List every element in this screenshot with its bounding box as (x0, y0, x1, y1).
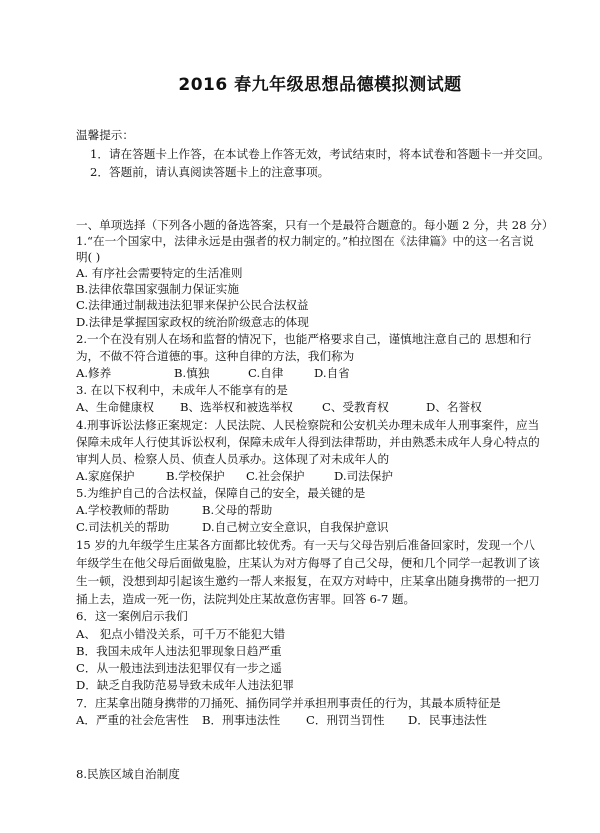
q4-option-c: C.社会保护 (246, 469, 305, 483)
notice-item-1: 1．请在答题卡上作答，在本试卷上作答无效，考试结束时，将本试卷和答题卡一并交回。 (90, 147, 550, 161)
q3-option-c: C、受教育权 (322, 400, 389, 414)
q2-option-d: D.自省 (314, 366, 350, 380)
q6-option-c: C．从一般违法到违法犯罪仅有一步之遥 (76, 661, 282, 675)
q3-options-row (76, 399, 536, 415)
q3-stem: 3. 在以下权利中，未成年人不能享有的是 (76, 383, 288, 397)
q2-option-c: C.自律 (248, 366, 284, 380)
q6-option-b: B．我国未成年人违法犯罪现象日趋严重 (76, 644, 282, 658)
q5-options-row-1 (76, 502, 536, 518)
q2-option-a: A.修养 (76, 366, 112, 380)
passage-line-4: 捅上去，造成一死一伤，法院判处庄某故意伤害罪。回答 6-7 题。 (76, 592, 416, 606)
q6-option-a: A、 犯点小错没关系，可千万不能犯大错 (76, 627, 286, 641)
q4-option-a: A.家庭保护 (76, 469, 135, 483)
section-heading: 一、单项选择（下列各小题的备选答案，只有一个是最符合题意的。每小题 2 分，共 28 分） (76, 218, 554, 232)
q3-option-d: D、名誉权 (426, 400, 482, 414)
q7-option-c: C．刑罚当罚性 (306, 713, 385, 727)
q4-stem-line-1: 4.刑事诉讼法修正案规定：人民法院、人民检察院和公安机关办理未成年人刑事案件，应当 (76, 418, 540, 432)
q2-stem-line-1: 2.一个在没有别人在场和监督的情况下，也能严格要求自己，谨慎地注意自己的 思想和行 (76, 332, 532, 346)
q1-stem-line-2: 明( ) (76, 250, 101, 264)
q5-options-row-2 (76, 519, 536, 535)
q3-option-b: B、选举权和被选举权 (180, 400, 293, 414)
q7-stem: 7．庄某拿出随身携带的刀捅死、捅伤同学并承担刑事责任的行为，其最本质特征是 (76, 696, 501, 710)
q8-stem: 8.民族区域自治制度 (76, 767, 180, 781)
q1-stem-line-1: 1.“在一个国家中，法律永远是由强者的权力制定的。”柏拉图在《法律篇》中的这一名言说 (76, 234, 534, 248)
q1-option-d: D.法律是掌握国家政权的统治阶级意志的体现 (76, 315, 309, 329)
q2-option-b: B.慎独 (174, 366, 210, 380)
q7-option-a: A．严重的社会危害性 (76, 713, 189, 727)
q1-option-a: A. 有序社会需要特定的生活准则 (76, 266, 243, 280)
q4-stem-line-3: 审判人员、检察人员、侦查人员承办。这体现了对未成年人的 (76, 452, 390, 466)
q5-option-b: B.父母的帮助 (202, 503, 273, 517)
q7-options-row (76, 712, 536, 728)
q1-option-c: C.法律通过制裁违法犯罪来保护公民合法权益 (76, 298, 309, 312)
q1-option-b: B.法律依靠国家强制力保证实施 (76, 282, 239, 296)
q5-stem: 5.为维护自己的合法权益，保障自己的安全，最关键的是 (76, 486, 366, 500)
passage-line-3: 生一顿，没想到却引起该生邀约一帮人来报复，在双方对峙中，庄某拿出随身携带的一把刀 (76, 574, 540, 588)
q6-option-d: D．缺乏自我防范易导致未成年人违法犯罪 (76, 678, 294, 692)
q5-option-c: C.司法机关的帮助 (76, 520, 170, 534)
passage-line-1: 15 岁的九年级学生庄某各方面都比较优秀。有一天与父母告别后准备回家时，发现一个八 (76, 538, 536, 552)
q6-stem: 6．这一案例启示我们 (76, 609, 188, 623)
notice-item-2: 2．答题前，请认真阅读答题卡上的注意事项。 (90, 165, 330, 179)
q2-stem-line-2: 为，不做不符合道德的事。这种自律的方法，我们称为 (76, 349, 355, 363)
exam-title: 2016 春九年级思想品德模拟测试题 (178, 75, 462, 95)
q5-option-d: D.自己树立安全意识，自我保护意识 (202, 520, 389, 534)
q4-option-b: B.学校保护 (166, 469, 225, 483)
q3-option-a: A、生命健康权 (76, 400, 154, 414)
q4-option-d: D.司法保护 (334, 469, 393, 483)
q7-option-d: D．民事违法性 (408, 713, 487, 727)
passage-line-2: 年级学生在他父母后面做鬼脸，庄某认为对方侮辱了自己父母，便和几个同学一起教训了该 (76, 556, 540, 570)
q4-options-row (76, 468, 536, 484)
q7-option-b: B．刑事违法性 (202, 713, 281, 727)
q2-options-row (76, 365, 516, 381)
q4-stem-line-2: 保障未成年人行使其诉讼权利，保障未成年人得到法律帮助，并由熟悉未成年人身心特点的 (76, 435, 540, 449)
notice-heading: 温馨提示： (76, 128, 134, 142)
q5-option-a: A.学校教师的帮助 (76, 503, 170, 517)
